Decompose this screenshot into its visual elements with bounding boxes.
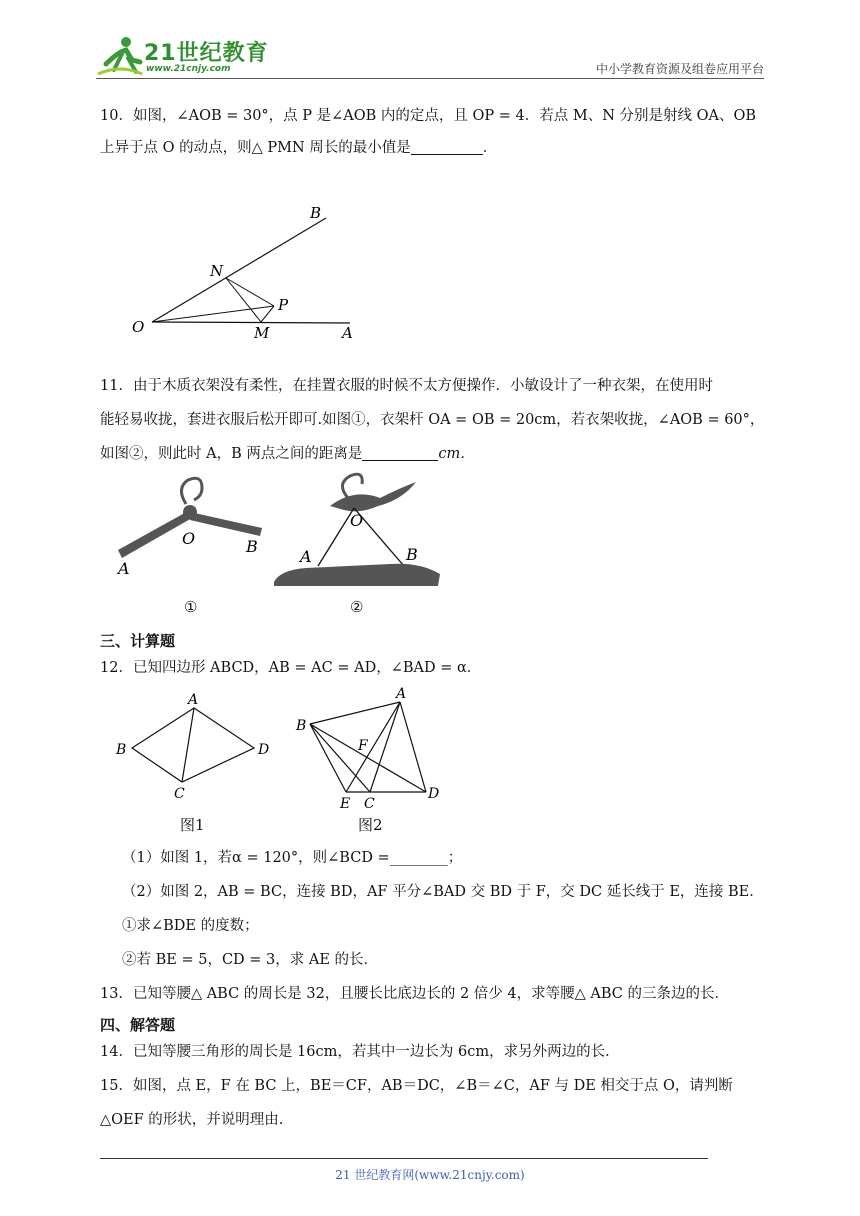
fig2-c: C xyxy=(364,796,375,812)
header-platform-name: 中小学教育资源及组卷应用平台 xyxy=(595,62,764,76)
label-o: O xyxy=(132,318,145,336)
fig2-label-b: B xyxy=(406,545,418,564)
segment-ac xyxy=(370,702,400,792)
q13-line1: 13．已知等腰△ ABC 的周长是 32，且腰长比底边长的 2 倍少 4，求等腰△ ABC 的三条边的长． xyxy=(100,986,730,1002)
hanger-line-oa xyxy=(318,508,354,566)
ray-ob xyxy=(152,218,326,322)
diagonal-ac xyxy=(182,708,194,782)
label-a: A xyxy=(342,324,353,342)
q14-line1: 14．已知等腰三角形的周长是 16cm，若其中一边长为 6cm，求另外两边的长． xyxy=(100,1044,620,1060)
hanger-arm-ob xyxy=(190,512,262,536)
logo-subtitle: www.21cnjy.com xyxy=(146,64,231,74)
hanger-folded-figure xyxy=(270,470,445,590)
segment-mp xyxy=(261,306,274,322)
q11-line1: 11．由于木质衣架没有柔性，在挂置衣服的时候不太方便操作．小敏设计了一种衣架，在使用时 xyxy=(100,378,713,394)
q11-line3-text: 如图②，则此时 A，B 两点之间的距离是 xyxy=(100,446,363,462)
q12-sub1: （1）如图 1，若α = 120°，则∠BCD =________； xyxy=(122,850,463,866)
q12-sub2: （2）如图 2，AB = BC，连接 BD，AF 平分∠BAD 交 BD 于 F，交 DC 延长线于 E，连接 BE． xyxy=(122,884,764,900)
fig1-b: B xyxy=(116,742,127,758)
hanger-open-figure xyxy=(110,474,270,584)
fig1-a: A xyxy=(188,692,199,708)
fig1-label-a: A xyxy=(118,559,130,578)
q12-sub2-1: ①求∠BDE 的度数； xyxy=(122,918,259,934)
q11-line3-unit: cm． xyxy=(438,446,475,462)
q10-line1: 10．如图，∠AOB = 30°，点 P 是∠AOB 内的定点，且 OP = 4．若点 M、N 分别是射线 OA、OB xyxy=(100,108,757,124)
runner-logo-icon xyxy=(96,34,144,78)
fig2-a: A xyxy=(396,686,407,702)
fig1-d: D xyxy=(258,742,270,758)
label-p: P xyxy=(278,296,289,314)
q15-line2: △OEF 的形状，并说明理由. xyxy=(100,1112,284,1128)
logo-text: 21世纪教育 xyxy=(144,41,269,66)
segment-nm xyxy=(226,278,261,322)
fig1-number: ① xyxy=(184,598,198,616)
quadrilateral-abcd xyxy=(132,708,254,782)
label-b: B xyxy=(310,204,322,222)
q10-answer-blank xyxy=(411,138,483,155)
fig2-caption: 图2 xyxy=(358,816,383,834)
fig2-b: B xyxy=(296,718,307,734)
segment-op xyxy=(152,306,274,322)
q12-figure-2 xyxy=(290,684,450,812)
q12-line1: 12．已知四边形 ABCD，AB = AC = AD，∠BAD = α． xyxy=(100,660,482,676)
q12-sub2-2: ②若 BE = 5，CD = 3，求 AE 的长． xyxy=(122,952,379,968)
fig1-caption: 图1 xyxy=(180,816,205,834)
q11-line3 xyxy=(100,444,475,464)
q10-line2 xyxy=(100,138,497,158)
fig1-c: C xyxy=(174,786,185,802)
site-logo xyxy=(96,34,276,78)
q10-line2-text: 上异于点 O 的动点，则△ PMN 周长的最小值是 xyxy=(100,140,411,156)
label-m: M xyxy=(254,324,270,342)
q15-line1: 15．如图，点 E，F 在 BC 上，BE＝CF，AB＝DC，∠B＝∠C，AF 与 DE 相交于点 O，请判断 xyxy=(100,1078,733,1094)
section-3-title: 三、计算题 xyxy=(100,632,176,650)
hanger-hook-icon xyxy=(342,474,362,498)
segment-ae xyxy=(346,702,400,792)
fig2-e: E xyxy=(340,796,351,812)
fig2-number: ② xyxy=(350,598,364,616)
clothing-base-shape xyxy=(274,564,440,586)
q11-line2: 能轻易收拢，套进衣服后松开即可.如图①，衣架杆 OA = OB = 20cm，若衣架收拢，∠AOB = 60°， xyxy=(100,412,765,428)
fig2-d: D xyxy=(428,786,440,802)
footer-divider xyxy=(100,1158,708,1159)
footer-text: 21 世纪教育网(www.21cnjy.com) xyxy=(335,1168,525,1182)
fig2-label-o: O xyxy=(350,511,364,530)
segment-ab xyxy=(310,702,400,724)
header-divider xyxy=(96,78,764,79)
q10-line2-end: ． xyxy=(482,140,498,156)
fig1-label-o: O xyxy=(182,529,196,548)
hanger-arm-oa xyxy=(118,510,192,558)
q10-angle-figure xyxy=(120,196,380,348)
q11-answer-blank xyxy=(362,444,438,461)
fig2-f: F xyxy=(358,738,368,754)
q12-figure-1 xyxy=(112,692,282,804)
section-4-title: 四、解答题 xyxy=(100,1016,176,1034)
fig1-label-b: B xyxy=(246,537,258,556)
ray-oa xyxy=(152,322,350,323)
segment-np xyxy=(226,278,274,306)
fig2-label-a: A xyxy=(300,547,312,566)
hanger-hook-icon xyxy=(181,478,202,504)
label-n: N xyxy=(210,262,224,280)
